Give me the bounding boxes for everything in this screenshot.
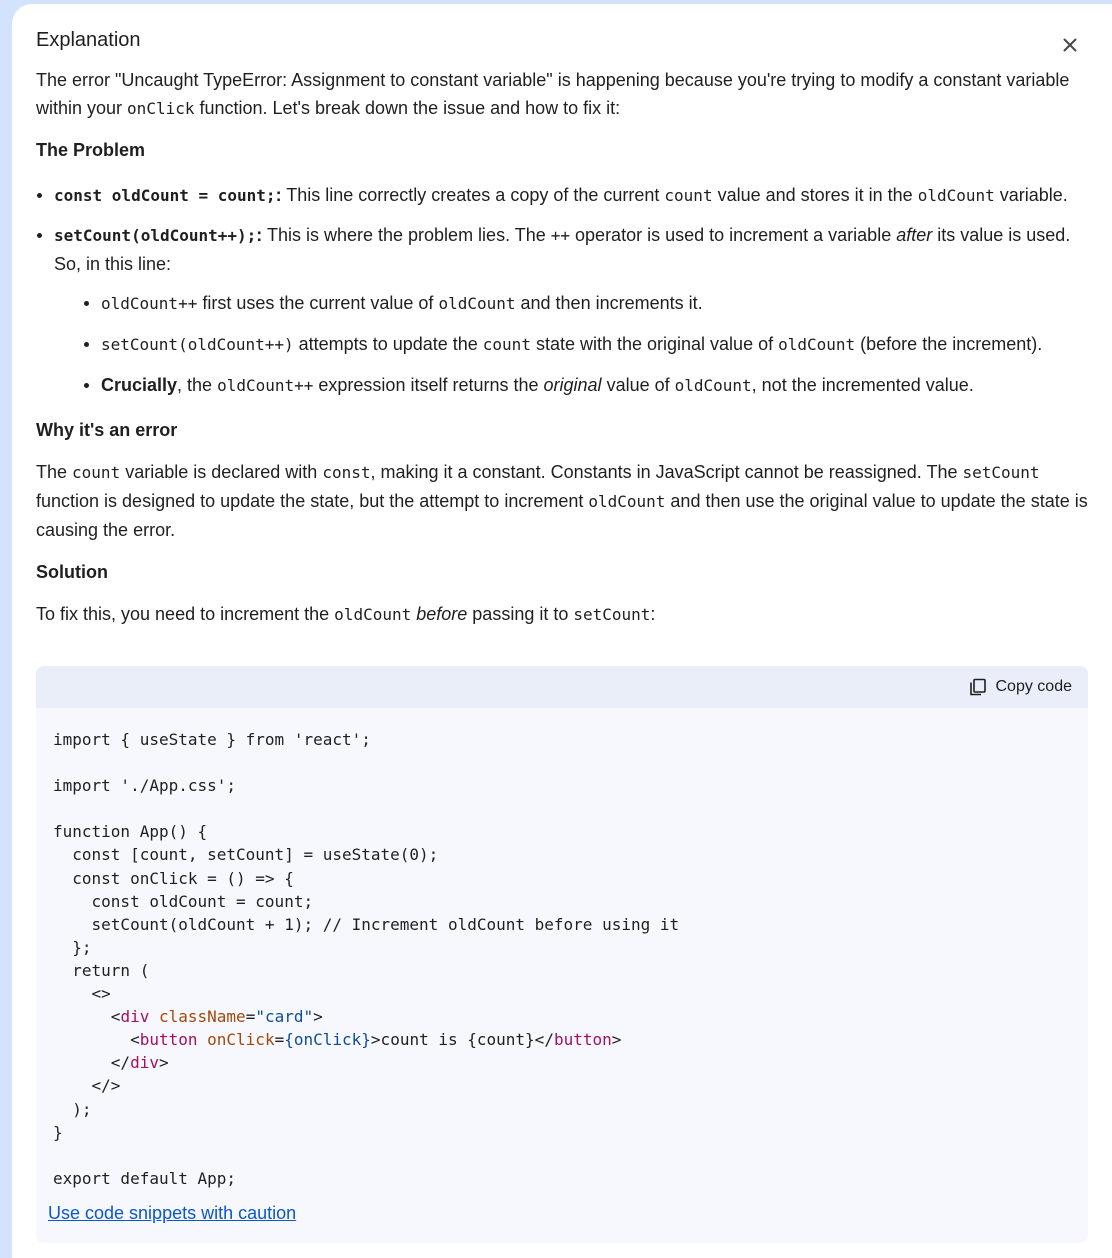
- why-code-const: const: [322, 463, 371, 482]
- code-line: };: [53, 937, 92, 957]
- code-line: [53, 1028, 679, 1051]
- problem-item-1-colon: :: [275, 185, 282, 205]
- code-token: <: [53, 1007, 121, 1027]
- code-line: );: [53, 1099, 92, 1119]
- sub-item-3-text-4: , not the incremented value.: [751, 375, 974, 395]
- problem-item-1-text-2: value and stores it in the: [712, 185, 918, 205]
- solution-text-1: To fix this, you need to increment the: [36, 604, 335, 624]
- sub-item-1: [83, 289, 1092, 318]
- code-line: </>: [53, 1076, 121, 1096]
- code-token: <: [53, 1030, 140, 1050]
- intro-paragraph: [36, 66, 1092, 122]
- copy-code-label: Copy code: [995, 678, 1072, 695]
- code-token-string: "card": [255, 1007, 314, 1027]
- sub-item-3-text-1: , the: [177, 375, 218, 395]
- why-text-2: , making it a constant. Constants in JavaScript cannot be reassigned. The: [370, 462, 963, 482]
- problem-item-2-emphasis: after: [896, 225, 933, 245]
- intro-text-2: function. Let's break down the issue and how to fix it:: [194, 98, 621, 118]
- code-token: =: [274, 1030, 285, 1050]
- code-token: </: [53, 1053, 131, 1073]
- why-text-1: variable is declared with: [120, 462, 323, 482]
- sub-item-3-code-1: oldCount++: [217, 376, 314, 395]
- code-block-header: [36, 666, 1088, 708]
- code-line: [53, 1005, 679, 1028]
- code-token-tag: div: [130, 1053, 159, 1073]
- code-line: import './App.css';: [53, 776, 237, 796]
- copy-code-button[interactable]: [968, 675, 1073, 699]
- code-line: [53, 797, 679, 820]
- problem-item-2-text-2: operator is used to increment a variable: [570, 225, 897, 245]
- code-line: [53, 1051, 679, 1074]
- problem-item-1-code-count: count: [664, 186, 713, 205]
- sub-item-3-text-2: expression itself returns the: [313, 375, 544, 395]
- why-text-0: The: [36, 462, 73, 482]
- problem-item-2-code: setCount(oldCount++);: [54, 226, 257, 245]
- why-code-setcount: setCount: [962, 463, 1040, 482]
- code-token-attr: onClick: [207, 1030, 275, 1050]
- code-token: [149, 1007, 159, 1026]
- solution-text-3: passing it to: [467, 604, 574, 624]
- why-text-3: function is designed to update the state, but the attempt to increment: [36, 491, 589, 511]
- sub-item-1-text-1: first uses the current value of: [197, 293, 439, 313]
- code-line: const oldCount = count;: [53, 891, 314, 911]
- code-token: >: [313, 1007, 323, 1027]
- close-button[interactable]: [1058, 33, 1082, 57]
- sub-item-2-code-1: setCount(oldCount++): [101, 335, 294, 354]
- code-token: [198, 1030, 208, 1049]
- code-line: [53, 751, 679, 774]
- problem-item-2-code-plusplus: ++: [550, 226, 571, 245]
- sub-item-3: [83, 371, 1092, 400]
- sub-item-2-code-2: count: [482, 335, 531, 354]
- code-token-tag: button: [139, 1030, 198, 1050]
- code-block: [36, 666, 1088, 1243]
- code-line: [53, 1144, 679, 1167]
- solution-paragraph: [36, 600, 1092, 629]
- code-line: const [count, setCount] = useState(0);: [53, 845, 439, 865]
- problem-item-1-code: const oldCount = count;: [54, 186, 276, 205]
- intro-text-1: The error "Uncaught TypeError: Assignment to constant variable" is happening because you're trying to modify a constant variable within your: [36, 70, 1070, 118]
- code-token: =: [245, 1007, 256, 1027]
- why-code-count: count: [72, 463, 121, 482]
- caution-link[interactable]: Use code snippets with caution: [48, 1203, 297, 1223]
- sub-item-1-text-2: and then increments it.: [515, 293, 703, 313]
- sub-item-2: [83, 330, 1092, 359]
- problem-item-1-code-oldcount: oldCount: [917, 186, 995, 205]
- heading-the-problem: The Problem: [36, 140, 146, 160]
- sub-item-1-code-1: oldCount++: [101, 294, 198, 313]
- sub-item-3-bold: Crucially: [101, 375, 178, 395]
- code-line: <>: [53, 984, 111, 1004]
- explanation-content: [36, 66, 1092, 629]
- problem-item-2-text-1: This is where the problem lies. The: [262, 225, 551, 245]
- sub-item-2-text-3: (before the increment).: [855, 334, 1043, 354]
- code-line: setCount(oldCount + 1); // Increment oldCount before using it: [53, 914, 680, 934]
- panel-title: Explanation: [36, 29, 141, 51]
- sub-item-2-text-1: attempts to update the: [293, 334, 483, 354]
- code-line: }: [53, 1122, 63, 1142]
- problem-item-2: [36, 221, 1092, 400]
- code-token-tag: button: [553, 1030, 612, 1050]
- sub-item-3-text-3: value of: [601, 375, 675, 395]
- problem-item-1: [36, 181, 1092, 210]
- problem-list: [36, 181, 1092, 400]
- solution-code-oldcount: oldCount: [334, 605, 412, 624]
- problem-item-2-text-3: its value is used. So, in this line:: [54, 225, 1071, 274]
- close-icon: [1058, 33, 1082, 57]
- heading-solution: Solution: [36, 562, 108, 582]
- code-token-string: {onClick}: [284, 1030, 371, 1050]
- code-token: >: [158, 1053, 169, 1073]
- solution-emphasis: before: [416, 604, 468, 624]
- problem-item-1-text-1: This line correctly creates a copy of the current: [281, 185, 665, 205]
- why-text-4: and then use the original value to update the state is causing the error.: [36, 491, 1088, 540]
- sub-item-3-emphasis: original: [543, 375, 602, 395]
- code-line: export default App;: [53, 1168, 237, 1188]
- problem-item-2-colon: :: [256, 225, 263, 245]
- code-token-attr: className: [158, 1007, 246, 1027]
- code-token-tag: div: [120, 1007, 150, 1027]
- code-line: const onClick = () => {: [53, 868, 294, 888]
- copy-icon: [968, 677, 988, 697]
- intro-code-onclick: onClick: [127, 99, 195, 118]
- code-content: [53, 728, 679, 1190]
- code-token: >count is {count}</: [370, 1030, 554, 1050]
- problem-item-1-text-3: variable.: [994, 185, 1068, 205]
- solution-code-setcount: setCount: [573, 605, 651, 624]
- code-token: >: [611, 1030, 622, 1050]
- sub-item-1-code-2: oldCount: [438, 294, 516, 313]
- sub-item-2-text-2: state with the original value of: [530, 334, 779, 354]
- solution-text-4: :: [650, 604, 656, 624]
- why-code-oldcount: oldCount: [588, 492, 666, 511]
- problem-sublist: [54, 289, 1092, 400]
- why-paragraph: [36, 458, 1092, 544]
- heading-why-its-an-error: Why it's an error: [36, 420, 178, 440]
- sub-item-3-code-2: oldCount: [674, 376, 752, 395]
- code-line: return (: [53, 960, 150, 980]
- code-line: import { useState } from 'react';: [53, 730, 371, 749]
- code-line: function App() {: [53, 822, 208, 842]
- sub-item-2-code-3: oldCount: [778, 335, 856, 354]
